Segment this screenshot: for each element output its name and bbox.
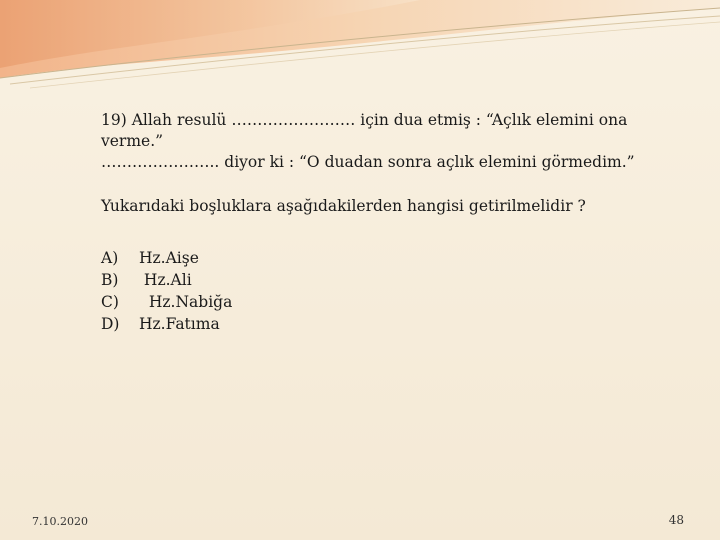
decorative-swoosh <box>0 0 720 90</box>
question-line-1: 19) Allah resulü …………………… için dua etmiş : “Açlık elemini ona <box>101 111 628 129</box>
option-letter: C) <box>101 293 119 311</box>
option-text: Hz.Fatıma <box>139 315 220 333</box>
page-number: 48 <box>668 513 684 527</box>
question-block <box>101 110 641 335</box>
option-letter: D) <box>101 315 120 333</box>
question-line-3: ………………….. diyor ki : “O duadan sonra açlık elemini görmedim.” <box>101 153 635 171</box>
option-text: Hz.Nabiğa <box>139 293 233 311</box>
option-letter: A) <box>101 249 119 267</box>
option-d[interactable] <box>101 313 641 335</box>
footer-date: 7.10.2020 <box>32 515 88 528</box>
option-a[interactable] <box>101 247 641 269</box>
option-text: Hz.Ali <box>139 271 192 289</box>
question-line-2: verme.” <box>101 132 164 150</box>
spacer <box>101 173 641 194</box>
option-b[interactable] <box>101 269 641 291</box>
option-letter: B) <box>101 271 119 289</box>
answer-options <box>101 247 641 335</box>
question-instruction: Yukarıdaki boşluklara aşağıdakilerden hangisi getirilmelidir ? <box>101 197 586 215</box>
option-text: Hz.Aişe <box>139 249 199 267</box>
option-c[interactable] <box>101 291 641 313</box>
